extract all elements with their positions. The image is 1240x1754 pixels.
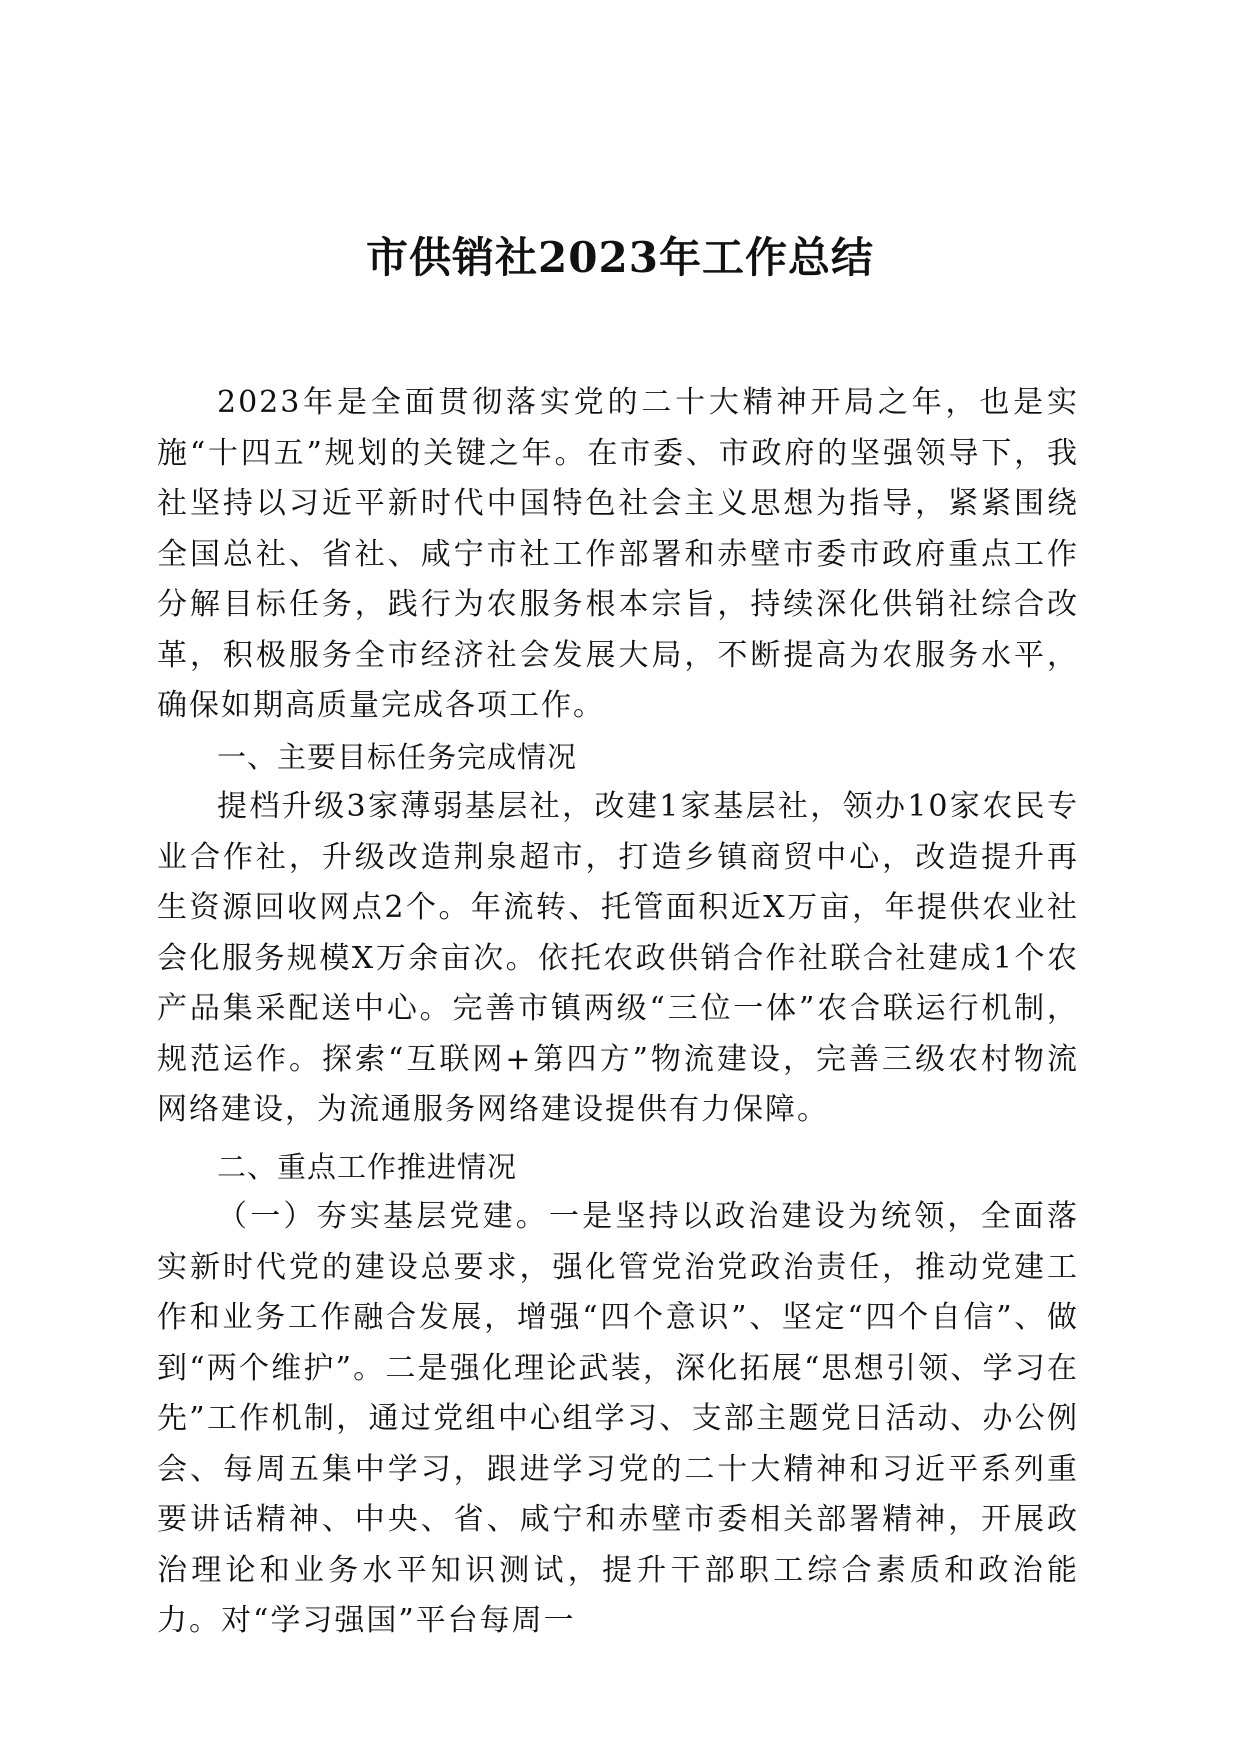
section-heading-1: 一、主要目标任务完成情况 <box>217 739 578 774</box>
intro-paragraph: 2023年是全面贯彻落实党的二十大精神开局之年，也是实施“十四五”规划的关键之年。在市委、市政府的坚强领导下，我社坚持以习近平新时代中国特色社会主义思想为指导，紧紧围绕全国总社、省社、咸宁市社工作部署和赤壁市委市政府重点工作分解目标任务，践行为农服务根本宗旨，持续深化供销社综合改革，积极服务全市经济社会发展大局，不断提高为农服务水平，确保如期高质量完成各项工作。 <box>157 385 1079 723</box>
document-body <box>157 378 1079 1647</box>
section-2-paragraph: （一）夯实基层党建。一是坚持以政治建设为统领，全面落实新时代党的建设总要求，强化管党治党政治责任，推动党建工作和业务工作融合发展，增强“四个意识”、坚定“四个自信”、做到“两个维护”。二是强化理论武装，深化拓展“思想引领、学习在先”工作机制，通过党组中心组学习、支部主题党日活动、办公例会、每周五集中学习，跟进学习党的二十大精神和习近平系列重要讲话精神、中央、省、咸宁和赤壁市委相关部署精神，开展政治理论和业务水平知识测试，提升干部职工综合素质和政治能力。对“学习强国”平台每周一 <box>157 1199 1079 1638</box>
section-1-paragraph: 提档升级3家薄弱基层社，改建1家基层社，领办10家农民专业合作社，升级改造荆泉超市，打造乡镇商贸中心，改造提升再生资源回收网点2个。年流转、托管面积近X万亩，年提供农业社会化服务规模X万余亩次。依托农政供销合作社联合社建成1个农产品集采配送中心。完善市镇两级“三位一体”农合联运行机制，规范运作。探索“互联网+第四方”物流建设，完善三级农村物流网络建设，为流通服务网络建设提供有力保障。 <box>157 789 1079 1127</box>
document-title: 市供销社2023年工作总结 <box>366 233 874 282</box>
section-heading-2: 二、重点工作推进情况 <box>217 1149 518 1184</box>
